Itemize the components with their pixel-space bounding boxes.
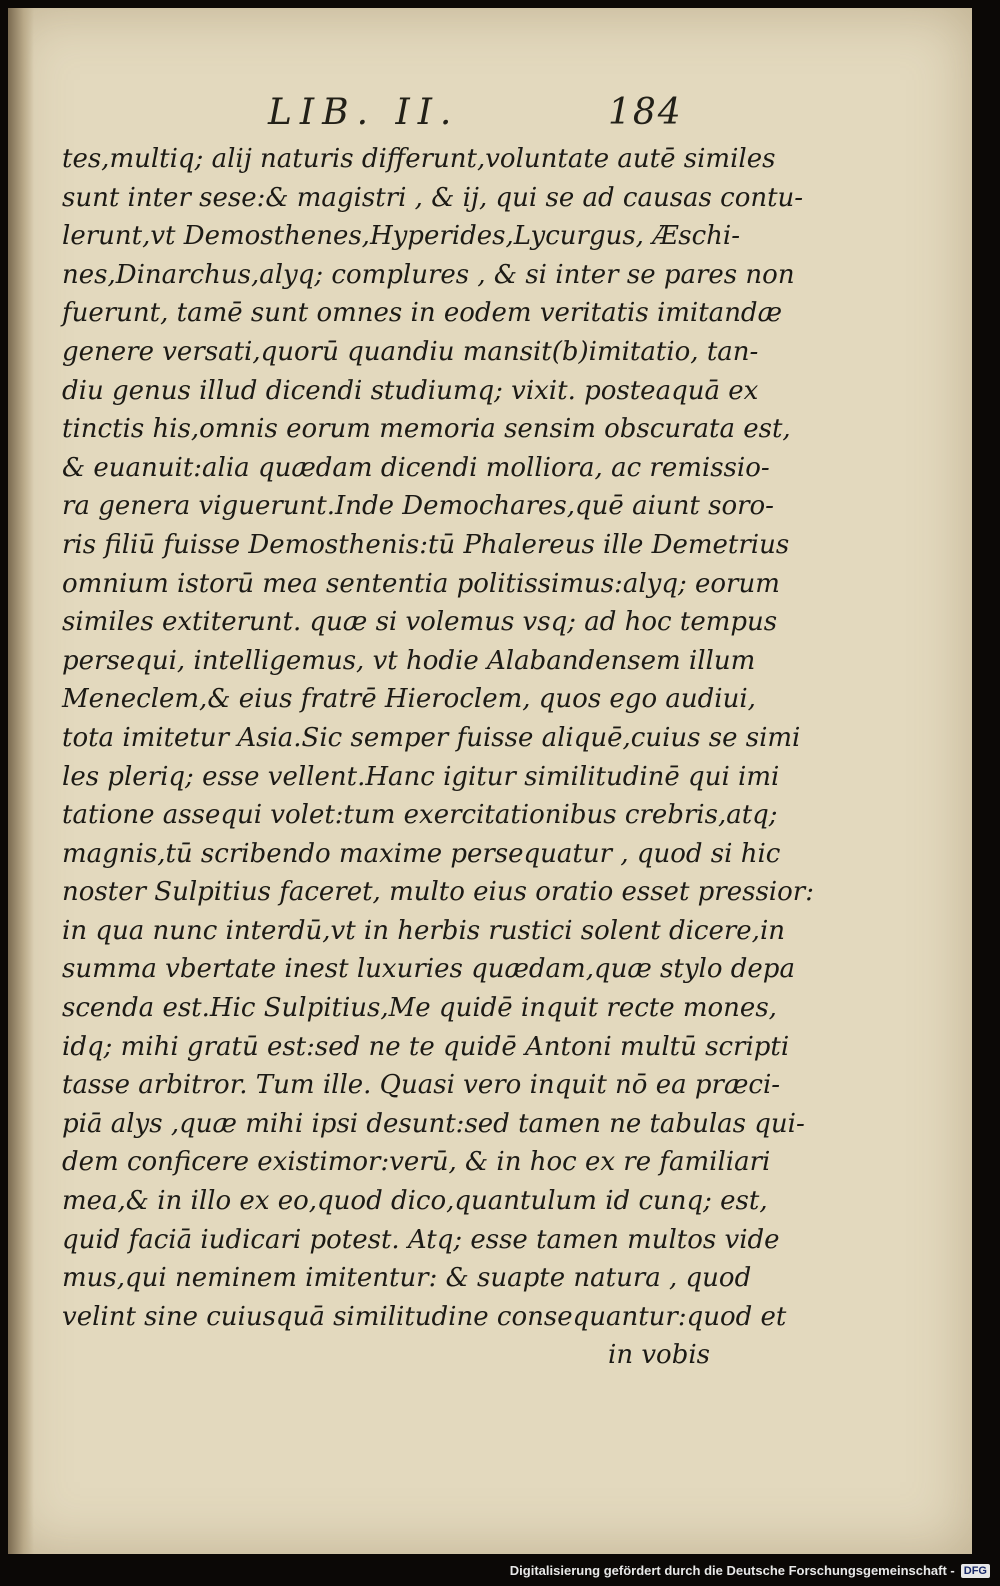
text-line: tasse arbitror. Tum ille. Quasi vero inquit nō ea præci- [62,1070,781,1101]
text-line: tatione assequi volet:tum exercitationibus crebris,atq; [62,800,778,831]
scanned-page [8,8,972,1554]
dfg-logo: DFG [961,1564,990,1578]
catchword: in vobis [608,1340,710,1371]
footer-credit: Digitalisierung gefördert durch die Deutsche Forschungsgemeinschaft - [509,1563,955,1578]
text-line: similes extiterunt. quæ si volemus vsq; ad hoc tempus [62,607,778,638]
text-block [62,140,814,1375]
text-line: noster Sulpitius faceret, multo eius oratio esset pressior: [62,877,814,908]
text-line: Meneclem,& eius fratrē Hieroclem, quos ego audiui, [62,684,756,715]
text-line: piā alys ,quæ mihi ipsi desunt:sed tamen ne tabulas qui- [62,1108,805,1139]
text-line: ris filiū fuisse Demosthenis:tū Phalereus ille Demetrius [62,529,790,560]
text-line: quid faciā iudicari potest. Atq; esse tamen multos vide [62,1224,780,1255]
text-line: tinctis his,omnis eorum memoria sensim obscurata est, [62,414,791,445]
text-line: les pleriq; esse vellent.Hanc igitur similitudinē qui imi [62,761,780,792]
text-line: genere versati,quorū quandiu mansit(b)imitatio, tan- [62,336,759,367]
text-line: persequi, intelligemus, vt hodie Alabandensem illum [62,645,756,676]
text-line: diu genus illud dicendi studiumq; vixit. posteaquā ex [62,375,759,406]
text-line: & euanuit:alia quædam dicendi molliora, ac remissio- [62,452,770,483]
text-line: omnium istorū mea sententia politissimus:alyq; eorum [62,568,780,599]
text-line: mea,& in illo ex eo,quod dico,quantulum id cunq; est, [62,1186,768,1217]
text-line: scenda est.Hic Sulpitius,Me quidē inquit recte mones, [62,993,777,1024]
text-line: idq; mihi gratū est:sed ne te quidē Antoni multū scripti [62,1031,790,1062]
text-line: tota imitetur Asia.Sic semper fuisse aliquē,cuius se simi [62,722,801,753]
page-gutter-shadow [8,8,34,1554]
text-line: sunt inter sese:& magistri , & ij, qui se ad causas contu- [62,182,804,213]
running-head: LIB. II. [268,92,460,133]
text-line: dem conficere existimor:verū, & in hoc ex re familiari [62,1147,771,1178]
text-line: magnis,tū scribendo maxime persequatur , quod si hic [62,838,781,869]
digitization-footer [510,1563,990,1578]
text-line: summa vbertate inest luxuries quædam,quæ stylo depa [62,954,795,985]
text-line: mus,qui neminem imitentur: & suapte natura , quod [62,1263,752,1294]
text-line: ra genera viguerunt.Inde Demochares,quē aiunt soro- [62,491,774,522]
text-line: fuerunt, tamē sunt omnes in eodem veritatis imitandæ [62,298,783,329]
text-line: tes,multiq; alij naturis differunt,voluntate autē similes [62,144,776,174]
text-line: nes,Dinarchus,alyq; complures , & si inter se pares non [62,259,795,290]
text-line: velint sine cuiusquā similitudine consequantur:quod et [62,1301,787,1332]
page-number: 184 [608,92,683,133]
page-header [8,92,972,142]
text-line: lerunt,vt Demosthenes,Hyperides,Lycurgus, Æschi- [62,221,740,252]
text-line: in qua nunc interdū,vt in herbis rustici solent dicere,in [62,915,785,946]
